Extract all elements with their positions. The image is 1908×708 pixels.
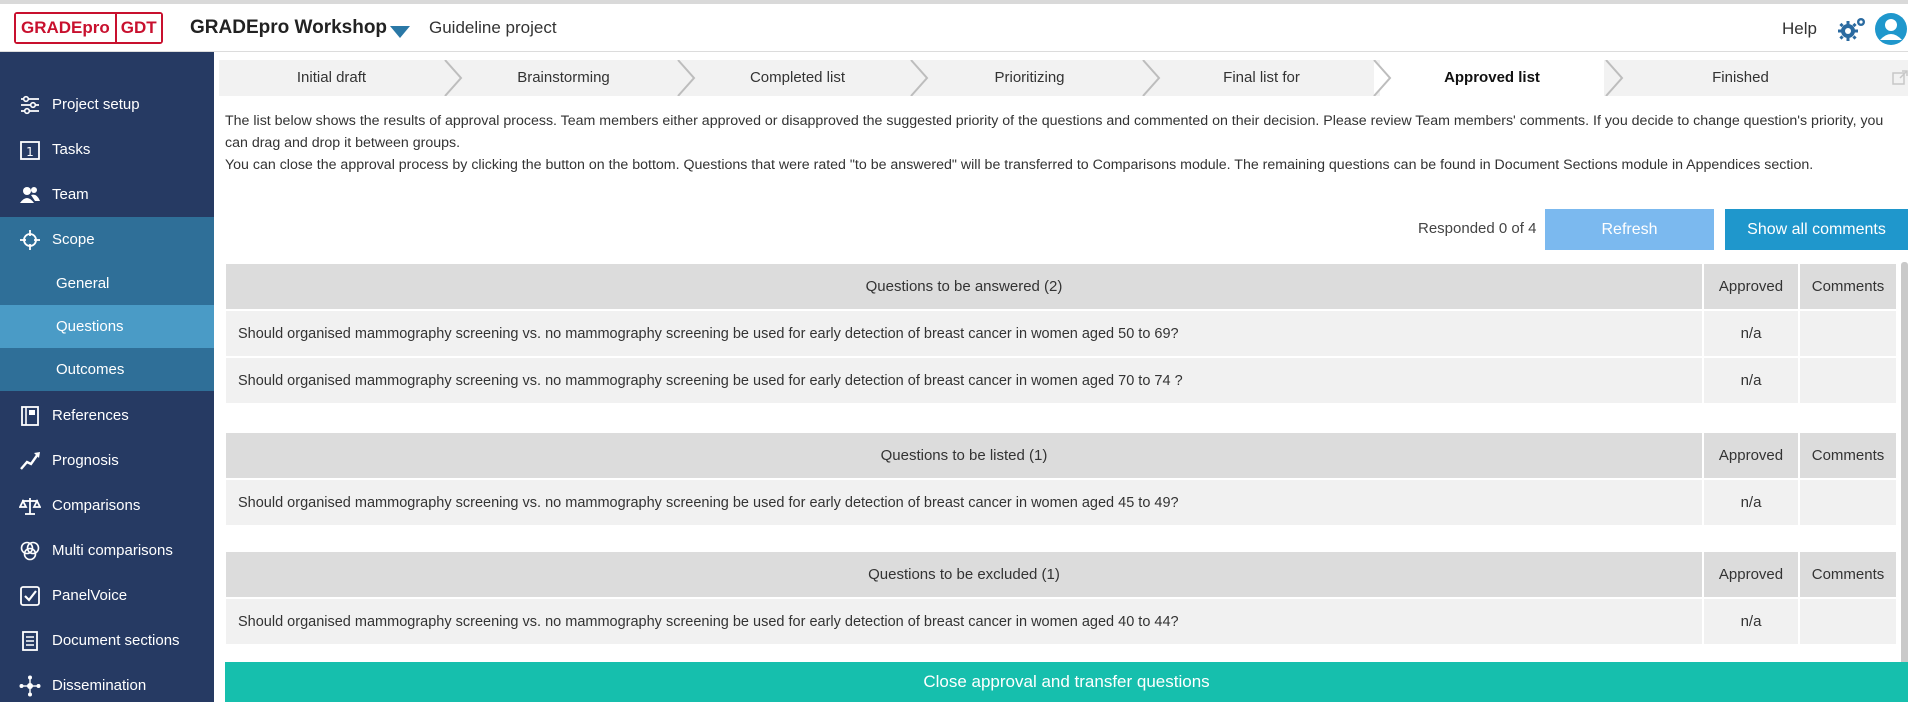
- workflow-steps: [219, 60, 1908, 96]
- chevron-right-icon: [676, 60, 696, 96]
- sidebar-item-multi-comparisons[interactable]: [0, 528, 214, 573]
- scrollbar[interactable]: [1901, 262, 1908, 689]
- question-row[interactable]: [226, 358, 1908, 403]
- comments-column-header: Comments: [1800, 433, 1896, 478]
- main-content: [214, 52, 1908, 702]
- instructions-paragraph: You can close the approval process by clicking the button on the bottom. Questions that were rated "to be answered" will be transferred to Comparisons module. The remaining questions can be found in Document Sections module in Appendices section.: [225, 157, 1814, 173]
- step-completed-list[interactable]: Completed list: [749, 69, 846, 86]
- svg-text:1: 1: [26, 144, 34, 159]
- step-approved-list[interactable]: Approved list: [1380, 60, 1604, 96]
- sidebar-item-team[interactable]: [0, 172, 214, 217]
- sidebar-subitem-outcomes[interactable]: Outcomes: [0, 348, 214, 391]
- question-row[interactable]: [226, 480, 1908, 525]
- sidebar-item-dissemination[interactable]: [0, 663, 214, 708]
- step-brainstorming[interactable]: Brainstorming: [517, 69, 610, 86]
- sidebar-item-scope[interactable]: [0, 217, 214, 262]
- trend-icon: [18, 449, 42, 473]
- sidebar-item-label: PanelVoice: [52, 587, 128, 604]
- circles-icon: [18, 539, 42, 563]
- document-icon: [18, 629, 42, 653]
- sidebar-item-label: Multi comparisons: [52, 542, 173, 559]
- group-title: Questions to be answered (2): [226, 264, 1702, 309]
- sidebar-item-comparisons[interactable]: [0, 483, 214, 528]
- crosshair-icon: [18, 228, 42, 252]
- sidebar-item-prognosis[interactable]: [0, 438, 214, 483]
- approved-value: n/a: [1704, 480, 1798, 525]
- step-initial-draft[interactable]: Initial draft: [296, 69, 367, 86]
- group-header: [226, 433, 1908, 478]
- approved-value: n/a: [1704, 311, 1798, 356]
- logo-text-left: GRADEpro: [16, 14, 115, 42]
- group-title: Questions to be listed (1): [226, 433, 1702, 478]
- export-icon[interactable]: [1892, 70, 1908, 86]
- question-row[interactable]: [226, 599, 1908, 644]
- sidebar-item-label: Team: [52, 186, 89, 203]
- question-row[interactable]: [226, 311, 1908, 356]
- comments-column-header: Comments: [1800, 552, 1896, 597]
- app-title: GRADEpro Workshop: [190, 17, 388, 38]
- step-prioritizing[interactable]: Prioritizing: [994, 69, 1065, 86]
- comments-cell[interactable]: [1800, 311, 1896, 356]
- group-to-be-excluded: [226, 552, 1908, 644]
- group-title: Questions to be excluded (1): [226, 552, 1702, 597]
- logo-text-right: GDT: [115, 14, 161, 42]
- top-bar: [0, 0, 1908, 52]
- chevron-right-icon: [1604, 60, 1624, 96]
- sidebar-item-label: Dissemination: [52, 677, 147, 694]
- group-to-be-answered: [226, 264, 1908, 403]
- chevron-right-icon: [443, 60, 463, 96]
- approved-column-header: Approved: [1704, 552, 1798, 597]
- step-final-list[interactable]: Final list for: [1223, 69, 1300, 86]
- show-all-comments-button[interactable]: Show all comments: [1725, 209, 1908, 250]
- instructions-paragraph: The list below shows the results of approval process. Team members either approved or disapproved the suggested priority of the questions and commented on their decision. Please review Team members' comments. If you decide to change question's priority, you can drag and drop it between groups.: [225, 113, 1884, 151]
- comments-cell[interactable]: [1800, 480, 1896, 525]
- sidebar-item-label: Project setup: [52, 96, 140, 113]
- sidebar-subitem-questions[interactable]: Questions: [0, 305, 214, 348]
- sidebar-item-references[interactable]: [0, 393, 214, 438]
- comments-column-header: Comments: [1800, 264, 1896, 309]
- gears-icon[interactable]: [1835, 14, 1869, 44]
- comments-cell[interactable]: [1800, 358, 1896, 403]
- caret-down-icon[interactable]: [390, 26, 410, 38]
- responded-count: Responded 0 of 4: [1418, 220, 1537, 237]
- sidebar-item-tasks[interactable]: [0, 127, 214, 172]
- gradepro-logo[interactable]: [14, 12, 163, 44]
- step-finished[interactable]: Finished: [1712, 69, 1769, 86]
- sidebar-item-label: Document sections: [52, 632, 180, 649]
- question-text: Should organised mammography screening vs. no mammography screening be used for early detection of breast cancer in women aged 50 to 69?: [226, 311, 1702, 356]
- scale-icon: [18, 494, 42, 518]
- sidebar-item-label: References: [52, 407, 129, 424]
- sidebar-item-panelvoice[interactable]: [0, 573, 214, 618]
- question-text: Should organised mammography screening vs. no mammography screening be used for early detection of breast cancer in women aged 70 to 74 ?: [226, 358, 1702, 403]
- book-icon: [18, 404, 42, 428]
- sidebar-item-label: Prognosis: [52, 452, 119, 469]
- sidebar-item-label: Tasks: [52, 141, 91, 158]
- sidebar-subitem-general[interactable]: General: [0, 262, 214, 305]
- question-text: Should organised mammography screening vs. no mammography screening be used for early detection of breast cancer in women aged 40 to 44?: [226, 599, 1702, 644]
- question-text: Should organised mammography screening vs. no mammography screening be used for early detection of breast cancer in women aged 45 to 49?: [226, 480, 1702, 525]
- sidebar: [0, 52, 214, 702]
- sidebar-item-label: Scope: [52, 231, 95, 248]
- project-name[interactable]: Guideline project: [429, 18, 557, 37]
- group-header: [226, 264, 1908, 309]
- approved-value: n/a: [1704, 599, 1798, 644]
- sidebar-item-document-sections[interactable]: [0, 618, 214, 663]
- close-approval-button[interactable]: Close approval and transfer questions: [225, 662, 1908, 702]
- approved-value: n/a: [1704, 358, 1798, 403]
- checkbox-icon: [18, 584, 42, 608]
- instructions: [225, 110, 1905, 176]
- sliders-icon: [18, 93, 42, 117]
- approved-column-header: Approved: [1704, 264, 1798, 309]
- comments-cell[interactable]: [1800, 599, 1896, 644]
- chevron-right-icon: [909, 60, 929, 96]
- group-to-be-listed: [226, 433, 1908, 525]
- group-header: [226, 552, 1908, 597]
- help-link[interactable]: Help: [1782, 19, 1817, 38]
- sidebar-item-label: Comparisons: [52, 497, 141, 514]
- sidebar-item-project-setup[interactable]: [0, 82, 214, 127]
- chevron-right-icon: [1141, 60, 1161, 96]
- user-avatar-icon[interactable]: [1874, 12, 1908, 46]
- approved-column-header: Approved: [1704, 433, 1798, 478]
- refresh-button[interactable]: Refresh: [1545, 209, 1714, 250]
- people-icon: [18, 183, 42, 207]
- calendar-icon: [18, 138, 42, 162]
- share-icon: [18, 674, 42, 698]
- chevron-right-icon: [1372, 60, 1392, 96]
